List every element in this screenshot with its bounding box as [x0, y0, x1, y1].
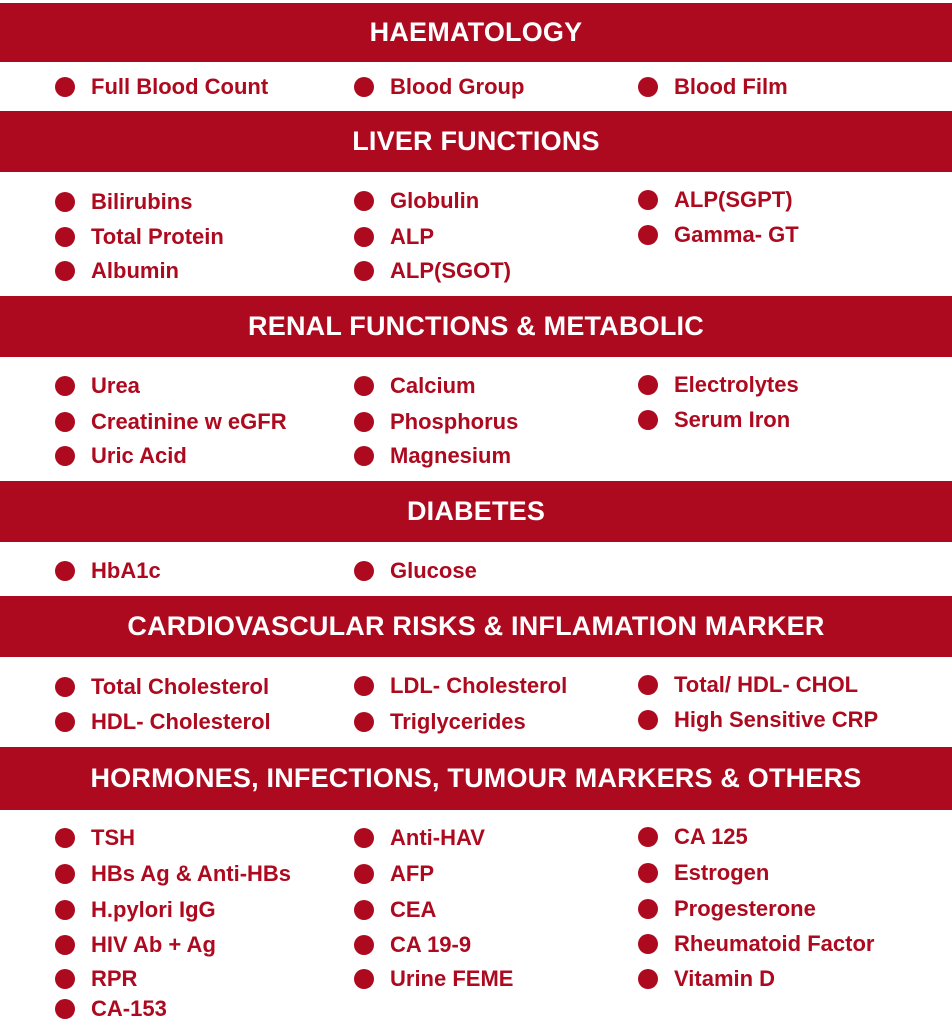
bullet-icon: [354, 446, 374, 466]
bullet-icon: [354, 261, 374, 281]
test-item: Vitamin D: [638, 964, 775, 994]
bullet-icon: [638, 710, 658, 730]
bullet-icon: [55, 969, 75, 989]
bullet-icon: [55, 712, 75, 732]
bullet-icon: [354, 412, 374, 432]
test-item: CA 19-9: [354, 930, 471, 960]
section-title: HAEMATOLOGY: [369, 17, 583, 47]
test-item: Gamma- GT: [638, 220, 799, 250]
bullet-icon: [638, 827, 658, 847]
test-item: Triglycerides: [354, 707, 526, 737]
test-item: Anti-HAV: [354, 823, 485, 853]
section-header-hormones-infections: [0, 747, 952, 810]
test-item: ALP: [354, 222, 434, 252]
test-item: Magnesium: [354, 441, 511, 471]
bullet-icon: [354, 935, 374, 955]
test-item: HDL- Cholesterol: [55, 707, 271, 737]
test-item: Globulin: [354, 186, 479, 216]
section-header-haematology: [0, 3, 952, 62]
section-header-diabetes: [0, 481, 952, 542]
test-item: Creatinine w eGFR: [55, 407, 287, 437]
bullet-icon: [55, 828, 75, 848]
test-item: Progesterone: [638, 894, 816, 924]
test-item: RPR: [55, 964, 137, 994]
test-item: Total Cholesterol: [55, 672, 269, 702]
section-title: DIABETES: [406, 496, 546, 526]
bullet-icon: [354, 77, 374, 97]
test-item: Urine FEME: [354, 964, 513, 994]
test-item: Calcium: [354, 371, 476, 401]
bullet-icon: [55, 376, 75, 396]
test-item: CEA: [354, 895, 436, 925]
section-title: HORMONES, INFECTIONS, TUMOUR MARKERS & OTHERS: [90, 763, 862, 793]
bullet-icon: [354, 900, 374, 920]
test-item: Electrolytes: [638, 370, 799, 400]
bullet-icon: [55, 227, 75, 247]
bullet-icon: [354, 376, 374, 396]
section-header-cardiovascular: [0, 596, 952, 657]
bullet-icon: [638, 410, 658, 430]
bullet-icon: [354, 191, 374, 211]
section-header-liver-functions: [0, 111, 952, 172]
test-item: Rheumatoid Factor: [638, 929, 874, 959]
section-title: LIVER FUNCTIONS: [352, 126, 600, 156]
bullet-icon: [55, 412, 75, 432]
test-item: Total Protein: [55, 222, 224, 252]
bullet-icon: [638, 863, 658, 883]
section-title: CARDIOVASCULAR RISKS & INFLAMATION MARKER: [127, 611, 825, 641]
bullet-icon: [55, 261, 75, 281]
test-item: Uric Acid: [55, 441, 187, 471]
bullet-icon: [638, 190, 658, 210]
bullet-icon: [638, 934, 658, 954]
bullet-icon: [55, 935, 75, 955]
test-item: Full Blood Count: [55, 72, 268, 102]
test-item: CA-153: [55, 994, 167, 1024]
bullet-icon: [638, 77, 658, 97]
bullet-icon: [55, 864, 75, 884]
section-title: RENAL FUNCTIONS & METABOLIC: [248, 311, 704, 341]
bullet-icon: [55, 900, 75, 920]
test-item: ALP(SGPT): [638, 185, 793, 215]
bullet-icon: [354, 969, 374, 989]
test-item: ALP(SGOT): [354, 256, 511, 286]
test-item: Estrogen: [638, 858, 769, 888]
test-item: LDL- Cholesterol: [354, 671, 567, 701]
bullet-icon: [638, 675, 658, 695]
test-item: HBs Ag & Anti-HBs: [55, 859, 291, 889]
bullet-icon: [354, 561, 374, 581]
section-header-renal-functions: [0, 296, 952, 357]
bullet-icon: [638, 969, 658, 989]
bullet-icon: [55, 677, 75, 697]
test-item: High Sensitive CRP: [638, 705, 878, 735]
test-item: H.pylori IgG: [55, 895, 216, 925]
test-item: Glucose: [354, 556, 477, 586]
test-item: AFP: [354, 859, 434, 889]
test-item: Urea: [55, 371, 140, 401]
test-item: Total/ HDL- CHOL: [638, 670, 858, 700]
test-item: HbA1c: [55, 556, 161, 586]
test-item: Bilirubins: [55, 187, 192, 217]
bullet-icon: [55, 561, 75, 581]
test-item: CA 125: [638, 822, 748, 852]
test-item: TSH: [55, 823, 135, 853]
test-item: Albumin: [55, 256, 179, 286]
bullet-icon: [55, 192, 75, 212]
bullet-icon: [638, 375, 658, 395]
test-item: Serum Iron: [638, 405, 790, 435]
bullet-icon: [638, 899, 658, 919]
test-item: HIV Ab + Ag: [55, 930, 216, 960]
test-item: Blood Film: [638, 72, 788, 102]
test-item: Phosphorus: [354, 407, 518, 437]
bullet-icon: [354, 227, 374, 247]
bullet-icon: [55, 77, 75, 97]
test-item: Blood Group: [354, 72, 524, 102]
bullet-icon: [55, 999, 75, 1019]
bullet-icon: [638, 225, 658, 245]
bullet-icon: [354, 712, 374, 732]
bullet-icon: [354, 828, 374, 848]
bullet-icon: [354, 864, 374, 884]
bullet-icon: [55, 446, 75, 466]
bullet-icon: [354, 676, 374, 696]
